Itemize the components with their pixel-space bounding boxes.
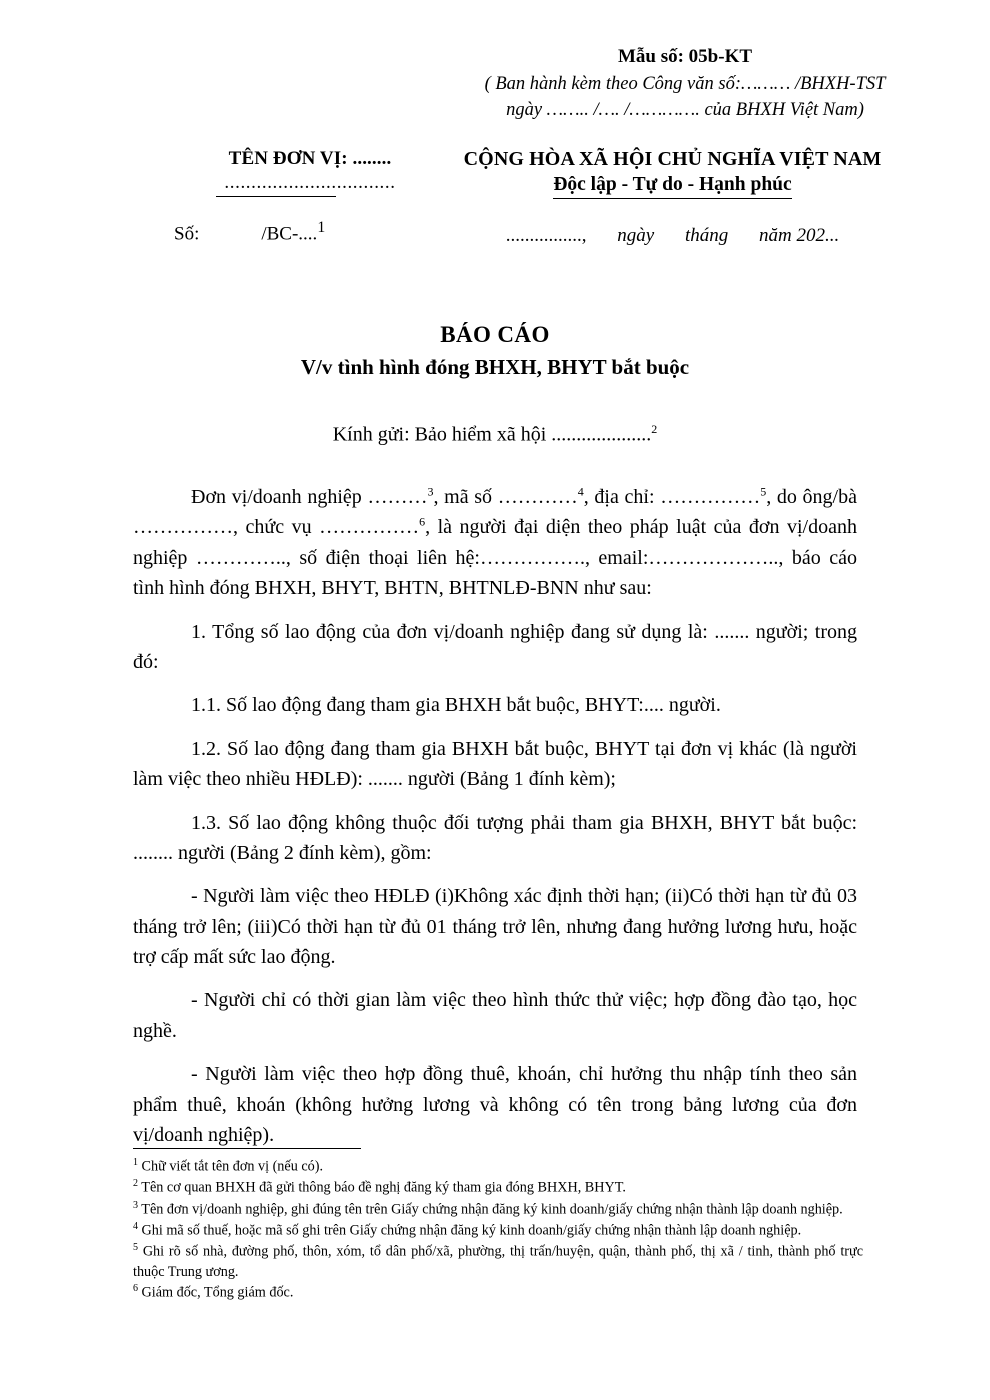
bullet-item-2: - Người chỉ có thời gian làm việc theo hình thức thử việc; hợp đồng đào tạo, học nghề. [133, 989, 857, 1042]
recipient-text: Kính gửi: Bảo hiểm xã hội .................... [332, 423, 652, 446]
document-number-footnote-marker: 1 [317, 219, 326, 236]
footnote-1 [133, 1156, 863, 1177]
document-subtitle: V/v tình hình đóng BHXH, BHYT bắt buộc [300, 355, 690, 379]
header-right-block [395, 148, 950, 247]
date-day-label: ngày [617, 225, 655, 246]
intro-footnote-3: 3 [427, 484, 434, 499]
item-1: 1. Tổng số lao động của đơn vị/doanh nghiệp đang sử dụng là: ....... người; trong đó: [133, 620, 857, 673]
intro-part-d: , do ông/bà ……………, chức vụ …………… [133, 486, 857, 539]
document-body [133, 482, 857, 1163]
form-issued-line-2: ngày …….. /…. /…………. của BHXH Việt Nam) [506, 100, 864, 121]
bullet-item-3: - Người làm việc theo hợp đồng thuê, khoán, chỉ hưởng thu nhập tính theo sản phẩm thuê, khoán (không hưởng lương và không có tên trong bảng lương của đơn vị/doanh nghiệp). [133, 1063, 857, 1147]
footnote-5-marker: 5 [133, 1242, 138, 1254]
footnote-2 [133, 1177, 863, 1198]
footnote-5 [133, 1241, 863, 1282]
intro-part-a: Đơn vị/doanh nghiệp ……… [191, 486, 428, 508]
document-header [60, 148, 950, 268]
date-year-label: năm 202... [758, 225, 840, 246]
item-1-2: 1.2. Số lao động đang tham gia BHXH bắt buộc, BHYT tại đơn vị khác (là người làm việc theo nhiều HĐLĐ): ....... người (Bảng 1 đính kèm); [133, 737, 857, 791]
item-1-3: 1.3. Số lao động không thuộc đối tượng phải tham gia BHXH, BHYT bắt buộc: ........ người (Bảng 2 đính kèm), gồm: [133, 811, 857, 864]
date-place: ................, [505, 225, 587, 246]
form-reference-block [420, 44, 950, 124]
document-number-label: Số: [174, 223, 200, 245]
document-title: BÁO CÁO [440, 322, 550, 347]
footnote-6-text: Giám đốc, Tổng giám đốc. [138, 1284, 294, 1301]
bullet-item-1: - Người làm việc theo HĐLĐ (i)Không xác định thời hạn; (ii)Có thời hạn từ đủ 03 tháng trở lên; (iii)Có thời hạn từ đủ 01 tháng trở lên, nhưng đang hưởng lương hưu, hoặc trợ cấp mất sức lao động. [133, 885, 857, 969]
intro-part-e: , là người đại diện theo pháp luật của đơn vị/doanh nghiệp ………….., số điện thoại liên hệ:……………., email:……………….., báo cáo tình hình đóng BHXH, BHYT, BHTN, BHTNLĐ-BNN như sau: [133, 516, 857, 600]
footnote-3-marker: 3 [133, 1199, 138, 1211]
footnote-1-marker: 1 [133, 1157, 138, 1168]
intro-part-c: , địa chỉ: …………… [583, 486, 761, 508]
footnote-6 [133, 1282, 863, 1303]
footnote-4-marker: 4 [133, 1220, 138, 1232]
national-motto: Độc lập - Tự do - Hạnh phúc [553, 174, 791, 199]
footnote-2-text: Tên cơ quan BHXH đã gửi thông báo đề nghị đăng ký tham gia đóng BHXH, BHYT. [138, 1180, 626, 1197]
form-issued-line-1: ( Ban hành kèm theo Công văn số:……… /BHXH-TST [484, 73, 886, 94]
intro-footnote-4: 4 [577, 484, 584, 499]
item-1-1: 1.1. Số lao động đang tham gia BHXH bắt buộc, BHYT:.... người. [191, 694, 721, 717]
date-month-label: tháng [684, 225, 729, 246]
footnote-4 [133, 1220, 863, 1241]
recipient-footnote-marker: 2 [651, 422, 658, 436]
footnote-1-text: Chữ viết tắt tên đơn vị (nếu có). [138, 1158, 324, 1175]
unit-name-dots: ................................ [224, 172, 396, 193]
intro-paragraph [133, 482, 857, 604]
footnotes-section [133, 1148, 863, 1304]
intro-part-b: , mã số ………… [433, 486, 578, 508]
footnote-6-marker: 6 [133, 1283, 138, 1295]
unit-name-label: TÊN ĐƠN VỊ: ........ [228, 148, 392, 169]
unit-name-rule [216, 196, 336, 197]
title-block [0, 322, 990, 447]
date-line [395, 225, 950, 247]
form-code: Mẫu số: 05b-KT [617, 46, 753, 67]
national-title: CỘNG HÒA XÃ HỘI CHỦ NGHĨA VIỆT NAM [463, 148, 882, 170]
footnote-3-text: Tên đơn vị/doanh nghiệp, ghi đúng tên trên Giấy chứng nhận đăng ký kinh doanh/giấy chứng nhận thành lập doanh nghiệp. [138, 1201, 843, 1218]
footnote-separator-rule [133, 1148, 361, 1149]
document-number-value: /BC-.... [261, 223, 318, 245]
footnote-2-marker: 2 [133, 1178, 138, 1190]
intro-footnote-6: 6 [419, 514, 426, 529]
footnote-5-text: Ghi rõ số nhà, đường phố, thôn, xóm, tổ dân phố/xã, phường, thị trấn/huyện, quận, thành phố, thị xã / tinh, thành phố trực thuộc Trung ương. [133, 1244, 863, 1280]
recipient-line [0, 422, 990, 447]
footnote-3 [133, 1199, 863, 1220]
intro-footnote-5: 5 [760, 484, 767, 499]
footnote-4-text: Ghi mã số thuế, hoặc mã số ghi trên Giấy chứng nhận đăng ký kinh doanh/giấy chứng nhận thành lập doanh nghiệp. [138, 1222, 802, 1239]
